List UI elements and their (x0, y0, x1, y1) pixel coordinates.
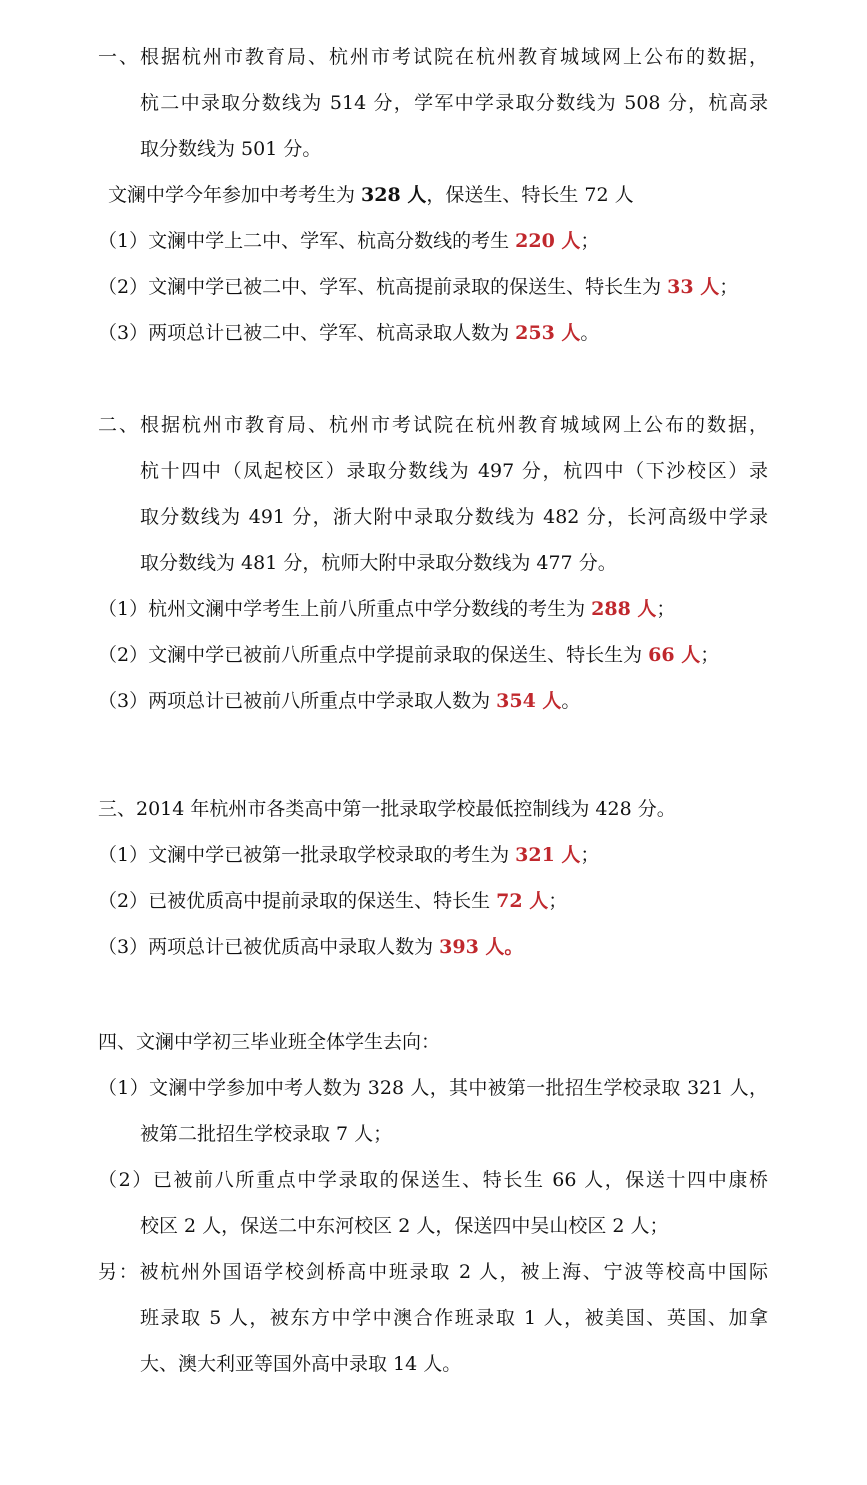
s1-item-2-count: 33 人 (667, 276, 720, 298)
s2-item-3 (98, 689, 580, 713)
s2-line-1: 二、根据杭州市教育局、杭州市考试院在杭州教育城域网上公布的数据， (98, 414, 768, 436)
s1-intro-text-b: ，保送生、特长生 72 人 (426, 184, 634, 206)
s2-line-3: 取分数线为 491 分，浙大附中录取分数线为 482 分，长河高级中学录 (140, 506, 768, 528)
s4-line-1: 四、文澜中学初三毕业班全体学生去向： (98, 1031, 441, 1053)
s4-other-line-3: 大、澳大利亚等国外高中录取 14 人。 (140, 1353, 462, 1375)
s3-item-1-count: 321 人 (515, 844, 581, 866)
s1-item-2-end: ； (719, 276, 739, 298)
s3-item-3-text: （3）两项总计已被优质高中录取人数为 (98, 936, 440, 958)
s3-item-1 (98, 843, 599, 867)
s2-item-1-count: 288 人 (591, 598, 657, 620)
s1-item-3-text: （3）两项总计已被二中、学军、杭高录取人数为 (98, 322, 516, 344)
s4-item-2-line-1: （2）已被前八所重点中学录取的保送生、特长生 66 人，保送十四中康桥 (98, 1169, 768, 1191)
s4-other-line-1: 另：被杭州外国语学校剑桥高中班录取 2 人，被上海、宁波等校高中国际 (98, 1261, 768, 1283)
s1-item-1-count: 220 人 (515, 230, 581, 252)
s3-item-1-text: （1）文澜中学已被第一批录取学校录取的考生为 (98, 844, 516, 866)
s2-item-1 (98, 597, 675, 621)
s4-other-line-2: 班录取 5 人，被东方中学中澳合作班录取 1 人，被美国、英国、加拿 (140, 1307, 768, 1329)
s1-item-1-end: ； (580, 230, 600, 252)
s3-item-2-end: ； (548, 890, 568, 912)
s1-intro-text-a: 文澜中学今年参加中考考生为 (108, 184, 362, 206)
s2-item-3-text: （3）两项总计已被前八所重点中学录取人数为 (98, 690, 497, 712)
s1-intro (108, 183, 634, 207)
s2-item-2-text: （2）文澜中学已被前八所重点中学提前录取的保送生、特长生为 (98, 644, 649, 666)
s4-item-1-line-1: （1）文澜中学参加中考人数为 328 人，其中被第一批招生学校录取 321 人， (98, 1077, 768, 1099)
s2-item-2-count: 66 人 (648, 644, 701, 666)
s2-item-2-end: ； (700, 644, 720, 666)
s1-intro-count: 328 人 (361, 184, 427, 206)
s3-item-2-count: 72 人 (496, 890, 549, 912)
s4-item-2-line-2: 校区 2 人，保送二中东河校区 2 人，保送四中吴山校区 2 人； (140, 1215, 669, 1237)
s2-item-3-count: 354 人 (496, 690, 562, 712)
s4-item-1-line-2: 被第二批招生学校录取 7 人； (140, 1123, 393, 1145)
s3-item-3 (98, 935, 523, 959)
s1-item-2-text: （2）文澜中学已被二中、学军、杭高提前录取的保送生、特长生为 (98, 276, 668, 298)
s2-item-1-text: （1）杭州文澜中学考生上前八所重点中学分数线的考生为 (98, 598, 592, 620)
s1-item-2 (98, 275, 738, 299)
s1-line-1: 一、根据杭州市教育局、杭州市考试院在杭州教育城域网上公布的数据， (98, 46, 768, 68)
s2-item-1-end: ； (656, 598, 676, 620)
s1-item-3-count: 253 人 (515, 322, 581, 344)
s3-item-1-end: ； (580, 844, 600, 866)
s2-line-2: 杭十四中（凤起校区）录取分数线为 497 分，杭四中（下沙校区）录 (140, 460, 768, 482)
s3-item-3-count: 393 人。 (439, 936, 524, 958)
s2-item-2 (98, 643, 719, 667)
s1-item-1-text: （1）文澜中学上二中、学军、杭高分数线的考生 (98, 230, 516, 252)
s3-item-2-text: （2）已被优质高中提前录取的保送生、特长生 (98, 890, 497, 912)
s2-line-4: 取分数线为 481 分，杭师大附中录取分数线为 477 分。 (140, 552, 617, 574)
s1-item-3-end: 。 (580, 322, 600, 344)
s1-item-1 (98, 229, 599, 253)
s1-item-3 (98, 321, 599, 345)
s1-line-2: 杭二中录取分数线为 514 分，学军中学录取分数线为 508 分，杭高录 (140, 92, 768, 114)
s2-item-3-end: 。 (561, 690, 581, 712)
s3-item-2 (98, 889, 567, 913)
s3-line-1: 三、2014 年杭州市各类高中第一批录取学校最低控制线为 428 分。 (98, 798, 676, 820)
s1-line-3: 取分数线为 501 分。 (140, 138, 322, 160)
